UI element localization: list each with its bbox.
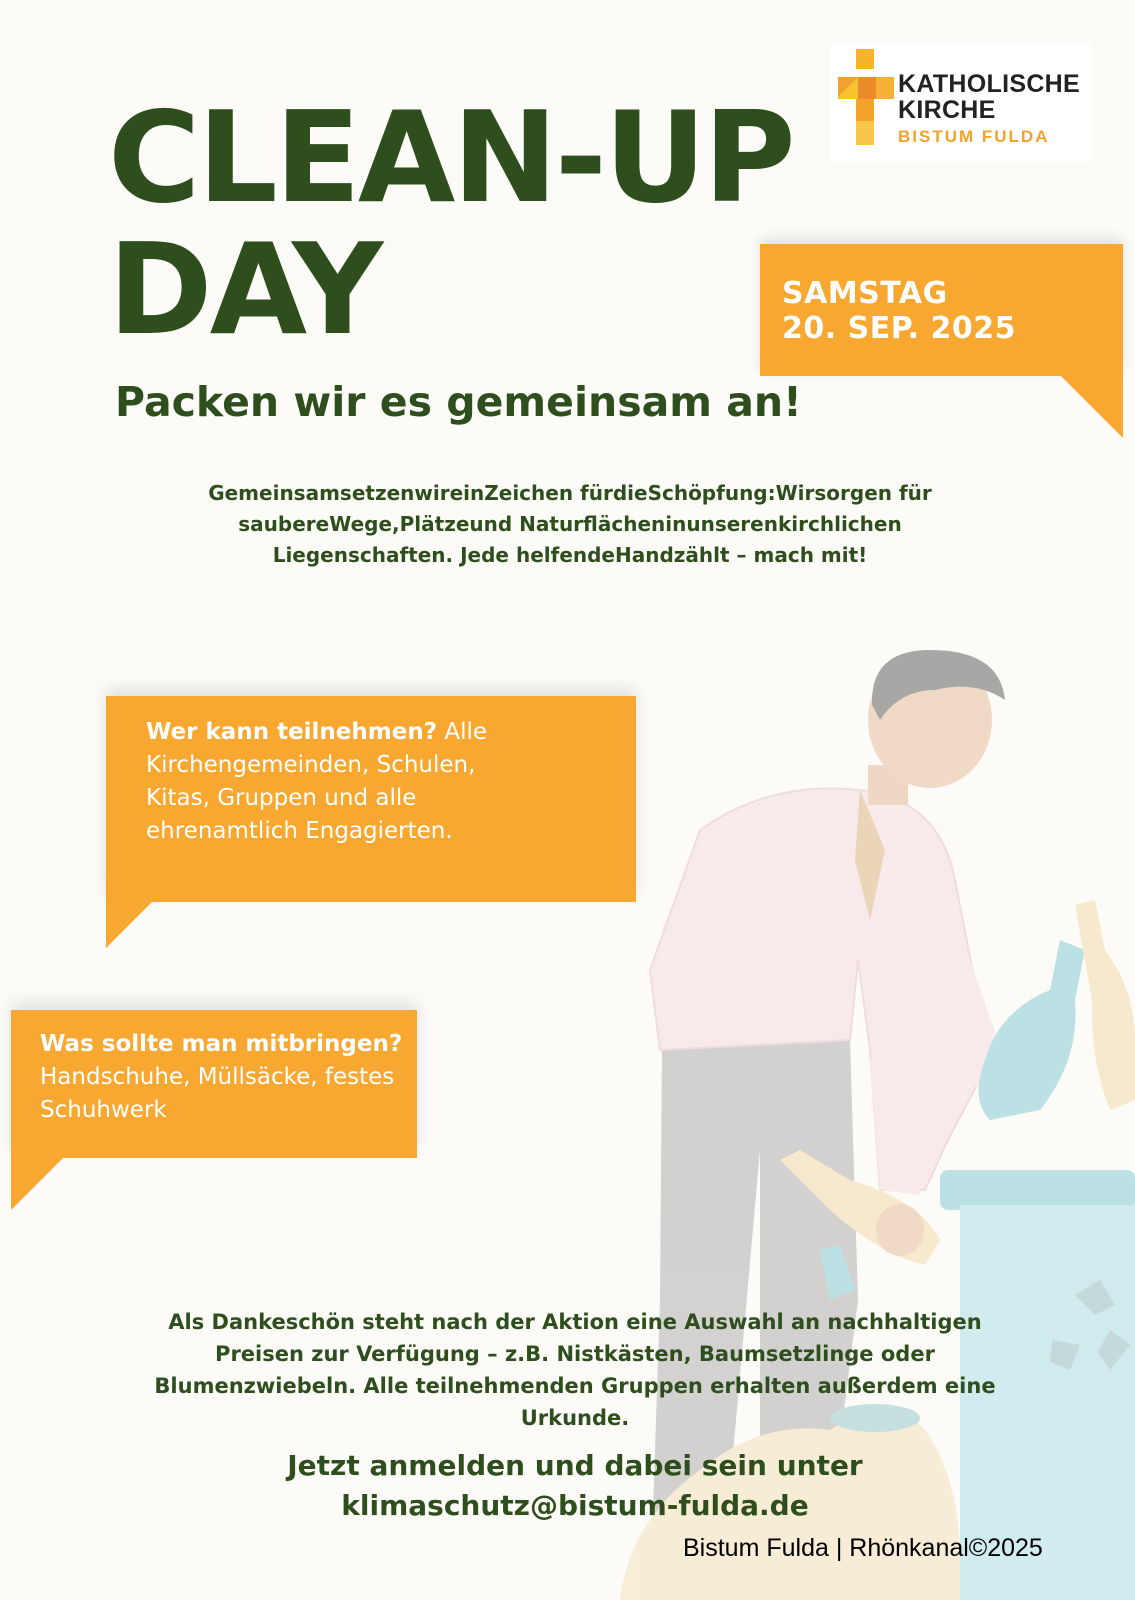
thanks-line-3: Blumenzwiebeln. Alle teilnehmenden Gruppen erhalten außerdem eine	[154, 1374, 996, 1398]
participants-bubble-tail	[106, 902, 152, 948]
bring-bubble-tail	[11, 1158, 63, 1210]
participants-bubble	[106, 696, 636, 902]
date-value: 20. SEP. 2025	[782, 311, 1017, 346]
participants-line-3: Kitas, Gruppen und alle	[146, 785, 417, 811]
logo-line-2: KIRCHE	[898, 96, 996, 124]
participants-text-first: Alle	[437, 719, 488, 745]
title-line-1: CLEAN-UP	[108, 84, 793, 231]
intro-line-1: GemeinsamsetzenwireinZeichen fürdieSchöpfung:Wirsorgen für	[208, 481, 932, 505]
logo-text	[898, 71, 1080, 151]
title-line-2: DAY	[108, 216, 381, 363]
event-title	[108, 84, 793, 363]
bring-line-3: Schuhwerk	[40, 1097, 167, 1123]
cta-line-1: Jetzt anmelden und dabei sein unter	[287, 1449, 863, 1482]
bring-line-2: Handschuhe, Müllsäcke, festes	[40, 1064, 395, 1090]
intro-line-2: saubereWege,Plätzeund Naturflächeninunserenkirchlichen	[238, 512, 902, 536]
intro-line-3: Liegenschaften. Jede helfendeHandzählt – mach mit!	[272, 543, 868, 567]
thanks-line-1: Als Dankeschön steht nach der Aktion eine Auswahl an nachhaltigen	[168, 1310, 982, 1334]
cross-logo-icon	[838, 49, 894, 153]
cta-email[interactable]: klimaschutz@bistum-fulda.de	[341, 1489, 809, 1522]
image-credit: Bistum Fulda | Rhönkanal©2025	[683, 1534, 1043, 1562]
logo-katholische-kirche	[830, 44, 1092, 162]
participants-text	[146, 716, 487, 848]
thanks-text	[150, 1306, 1000, 1434]
date-banner-tail	[1061, 376, 1123, 438]
thanks-line-2: Preisen zur Verfügung – z.B. Nistkästen, Baumsetzlinge oder	[215, 1342, 935, 1366]
date-weekday: SAMSTAG	[782, 276, 948, 311]
intro-text	[150, 478, 990, 571]
logo-line-3: BISTUM FULDA	[898, 127, 1050, 146]
bring-heading: Was sollte man mitbringen?	[40, 1031, 403, 1057]
date-banner	[760, 244, 1123, 376]
participants-line-4: ehrenamtlich Engagierten.	[146, 818, 453, 844]
thanks-line-4: Urkunde.	[520, 1406, 630, 1430]
participants-line-2: Kirchengemeinden, Schulen,	[146, 752, 476, 778]
subtitle: Packen wir es gemeinsam an!	[115, 378, 802, 426]
bring-text	[40, 1028, 402, 1127]
date-text	[782, 276, 1016, 346]
participants-heading: Wer kann teilnehmen?	[146, 719, 438, 745]
bring-bubble	[11, 1010, 417, 1158]
call-to-action	[220, 1446, 930, 1526]
logo-line-1: KATHOLISCHE	[898, 70, 1080, 98]
